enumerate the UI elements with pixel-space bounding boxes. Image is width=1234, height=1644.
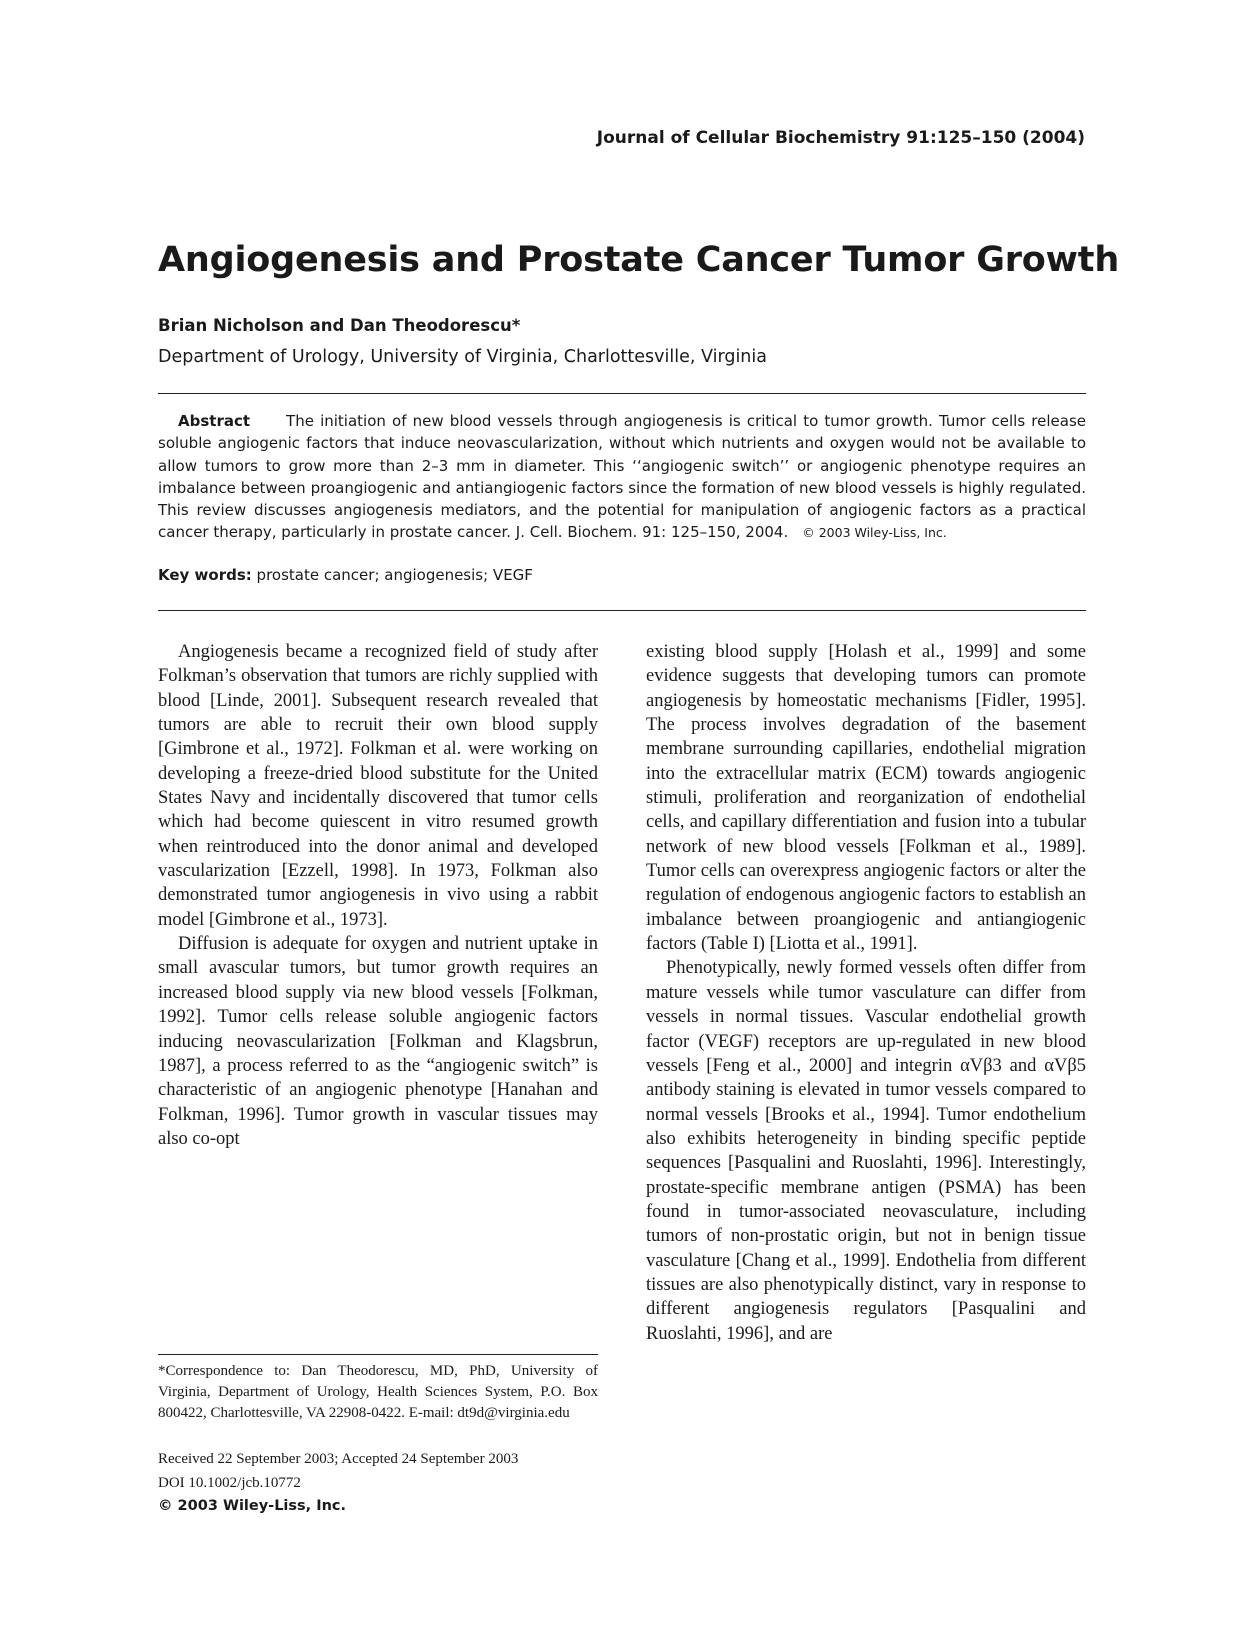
copyright-notice: © 2003 Wiley-Liss, Inc. bbox=[158, 1498, 347, 1514]
journal-citation: Journal of Cellular Biochemistry 91:125–150 (2004) bbox=[596, 128, 1085, 148]
abstract-divider bbox=[158, 610, 1086, 611]
abstract-copyright: © 2003 Wiley-Liss, Inc. bbox=[802, 525, 947, 541]
received-info bbox=[158, 1447, 518, 1495]
doi: DOI 10.1002/jcb.10772 bbox=[158, 1475, 301, 1491]
paragraph: Angiogenesis became a recognized field of study after Folkman’s observation that tumors are richly supplied with blood [Linde, 2001]. Subsequent research revealed that tumors are able to recruit their own blood supply [Gimbrone et al., 1972]. Folkman et al. were working on developing a freeze-dried blood substitute for the United States Navy and incidentally discovered that tumor cells which had become quiescent in vitro resumed growth when reintroduced into the donor animal and developed vascularization [Ezzell, 1998]. In 1973, Folkman also demonstrated tumor angiogenesis in vivo using a rabbit model [Gimbrone et al., 1973]. bbox=[158, 642, 598, 930]
footnote-divider bbox=[158, 1354, 598, 1355]
keywords bbox=[158, 566, 533, 584]
body-column-left bbox=[158, 640, 598, 1151]
correspondence-footnote bbox=[158, 1361, 598, 1424]
affiliation: Department of Urology, University of Virginia, Charlottesville, Virginia bbox=[158, 347, 767, 367]
received-dates: Received 22 September 2003; Accepted 24 September 2003 bbox=[158, 1451, 519, 1467]
authors: Brian Nicholson and Dan Theodorescu* bbox=[158, 316, 521, 335]
keywords-text: prostate cancer; angiogenesis; VEGF bbox=[256, 566, 533, 584]
body-column-right bbox=[646, 640, 1086, 1346]
abstract-label: Abstract bbox=[178, 412, 251, 430]
abstract-text: The initiation of new blood vessels through angiogenesis is critical to tumor growth. Tumor cells release soluble angiogenic factors that induce neovascularization, without which nutrients and oxygen would not be available to allow tumors to grow more than 2–3 mm in diameter. This ‘‘angiogenic switch’’ or angiogenic phenotype requires an imbalance between proangiogenic and antiangiogenic factors since the formation of new blood vessels is highly regulated. This review discusses angiogenesis mediators, and the potential for manipulation of angiogenic factors as a practical cancer therapy, particularly in prostate cancer. J. Cell. Biochem. 91: 125–150, 2004. bbox=[158, 412, 1086, 542]
keywords-label: Key words: bbox=[158, 566, 252, 584]
paragraph: existing blood supply [Holash et al., 1999] and some evidence suggests that developing tumors can promote angiogenesis by homeostatic mechanisms [Fidler, 1995]. The process involves degradation of the basement membrane surrounding capillaries, endothelial migration into the extracellular matrix (ECM) towards angiogenic stimuli, proliferation and reorganization of endothelial cells, and capillary differentiation and fusion into a tubular network of new blood vessels [Folkman et al., 1989]. Tumor cells can overexpress angiogenic factors or alter the regulation of endogenous angiogenic factors to establish an imbalance between proangiogenic and antiangiogenic factors (Table I) [Liotta et al., 1991]. bbox=[646, 642, 1086, 955]
abstract bbox=[158, 410, 1086, 545]
paragraph: Phenotypically, newly formed vessels often differ from mature vessels while tumor vasculature can differ from vessels in normal tissues. Vascular endothelial growth factor (VEGF) receptors are up-regulated in new blood vessels [Feng et al., 2000] and integrin αVβ3 and αVβ5 antibody staining is elevated in tumor vessels compared to normal vessels [Brooks et al., 1994]. Tumor endothelium also exhibits heterogeneity in binding specific peptide sequences [Pasqualini and Ruoslahti, 1996]. Interestingly, prostate-specific membrane antigen (PSMA) has been found in tumor-associated neovasculature, including tumors of non-prostatic origin, but not in benign tissue vasculature [Chang et al., 1999]. Endothelia from different tissues are also phenotypically distinct, vary in response to different angiogenesis regulators [Pasqualini and Ruoslahti, 1996], and are bbox=[646, 958, 1086, 1344]
paper-title: Angiogenesis and Prostate Cancer Tumor Growth bbox=[158, 240, 1120, 280]
correspondence-text: *Correspondence to: Dan Theodorescu, MD, PhD, University of Virginia, Department of Urology, Health Sciences System, P.O. Box 800422, Charlottesville, VA 22908-0422. E-mail: dt9d@virginia.edu bbox=[158, 1363, 598, 1421]
header-divider bbox=[158, 393, 1086, 394]
paragraph: Diffusion is adequate for oxygen and nutrient uptake in small avascular tumors, but tumor growth requires an increased blood supply via new blood vessels [Folkman, 1992]. Tumor cells release soluble angiogenic factors inducing neovascularization [Folkman and Klagsbrun, 1987], a process referred to as the “angiogenic switch” is characteristic of an angiogenic phenotype [Hanahan and Folkman, 1996]. Tumor growth in vascular tissues may also co-opt bbox=[158, 934, 598, 1149]
